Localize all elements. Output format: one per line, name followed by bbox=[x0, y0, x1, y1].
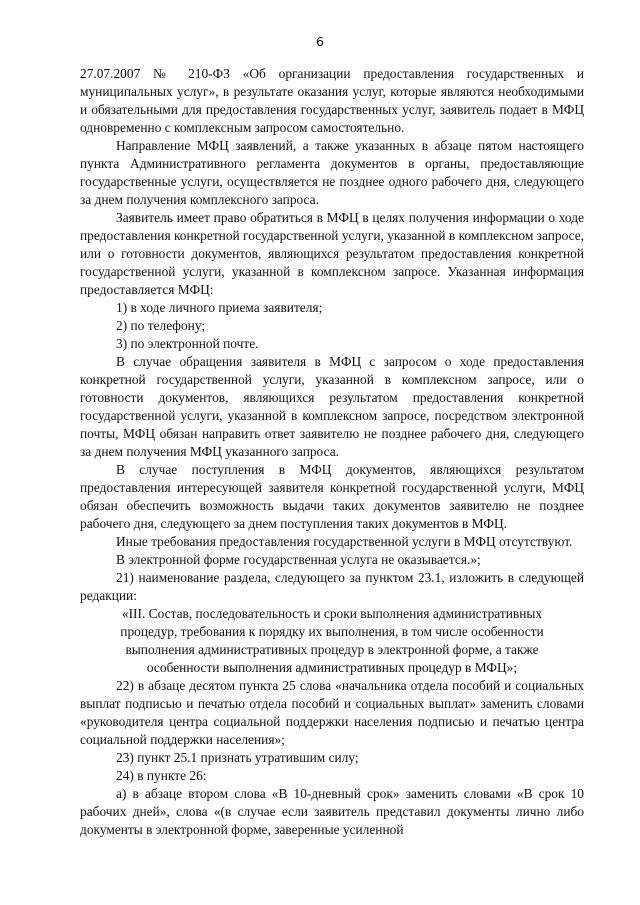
paragraph: а) в абзаце втором слова «В 10-дневный срок» заменить словами «В срок 10 рабочих дней», слова «(в случае если заявитель представил документы лично либо документы в электронной форме, заверенные усиленной bbox=[80, 786, 584, 837]
paragraph: Заявитель имеет право обратиться в МФЦ в целях получения информации о ходе предоставления конкретной государственной услуги, указанной в комплексном запросе, или о готовности документов, являющихся результатом предоставления конкретной государственной услуги, указанной в комплексном запросе. Указанная информация предоставляется МФЦ: bbox=[80, 210, 584, 297]
list-item: 2) по телефону; bbox=[116, 318, 206, 333]
page-number: 6 bbox=[316, 34, 324, 49]
paragraph: В случае обращения заявителя в МФЦ с запросом о ходе предоставления конкретной государственной услуги, указанной в комплексном запросе, или о готовности документов, являющихся результатом предоставления конкретной государственной услуги, указанной в комплексном запросе, посредством электронной почты, МФЦ обязан направить ответ заявителю не позднее рабочего дня, следующего за днем получения МФЦ указанного запроса. bbox=[80, 354, 584, 459]
paragraph: 22) в абзаце десятом пункта 25 слова «начальника отдела пособий и социальных выплат подписью и печатью отдела пособий и социальных выплат» заменить словами «руководителя центра социальной поддержки населения подписью и печатью центра социальной поддержки населения»; bbox=[80, 678, 584, 747]
paragraph: Направление МФЦ заявлений, а также указанных в абзаце пятом настоящего пункта Административного регламента документов в органы, предоставляющие государственные услуги, осуществляется не позднее одного рабочего дня, следующего за днем получения комплексного запроса. bbox=[80, 138, 584, 207]
list-item: 3) по электронной почте. bbox=[116, 336, 259, 351]
section-heading-quote: «III. Состав, последовательность и сроки выполнения административных процедур, требования к порядку их выполнения, в том числе особенности выполнения административных процедур в электронной форме, а также особенности выполнения административных процедур в МФЦ»; bbox=[120, 606, 544, 675]
paragraph: Иные требования предоставления государственной услуги в МФЦ отсутствуют. bbox=[116, 534, 573, 549]
paragraph: В электронной форме государственная услуга не оказывается.»; bbox=[116, 552, 481, 567]
paragraph: В случае поступления в МФЦ документов, являющихся результатом предоставления интересующей заявителя конкретной государственной услуги, МФЦ обязан обеспечить возможность выдачи таких документов заявителю не позднее рабочего дня, следующего за днем поступления таких документов в МФЦ. bbox=[80, 462, 584, 531]
paragraph-continuation: 27.07.2007 № 210-ФЗ «Об организации предоставления государственных и муниципальных услуг», в результате оказания услуг, которые являются необходимыми и обязательными для предоставления государственных услуг, заявитель подает в МФЦ одновременно с комплексным запросом самостоятельно. bbox=[80, 66, 584, 135]
paragraph: 24) в пункте 26: bbox=[116, 768, 207, 783]
document-body bbox=[80, 65, 584, 839]
paragraph: 23) пункт 25.1 признать утратившим силу; bbox=[116, 750, 359, 765]
paragraph: 21) наименование раздела, следующего за пунктом 23.1, изложить в следующей редакции: bbox=[80, 570, 584, 603]
list-item: 1) в ходе личного приема заявителя; bbox=[116, 300, 323, 315]
